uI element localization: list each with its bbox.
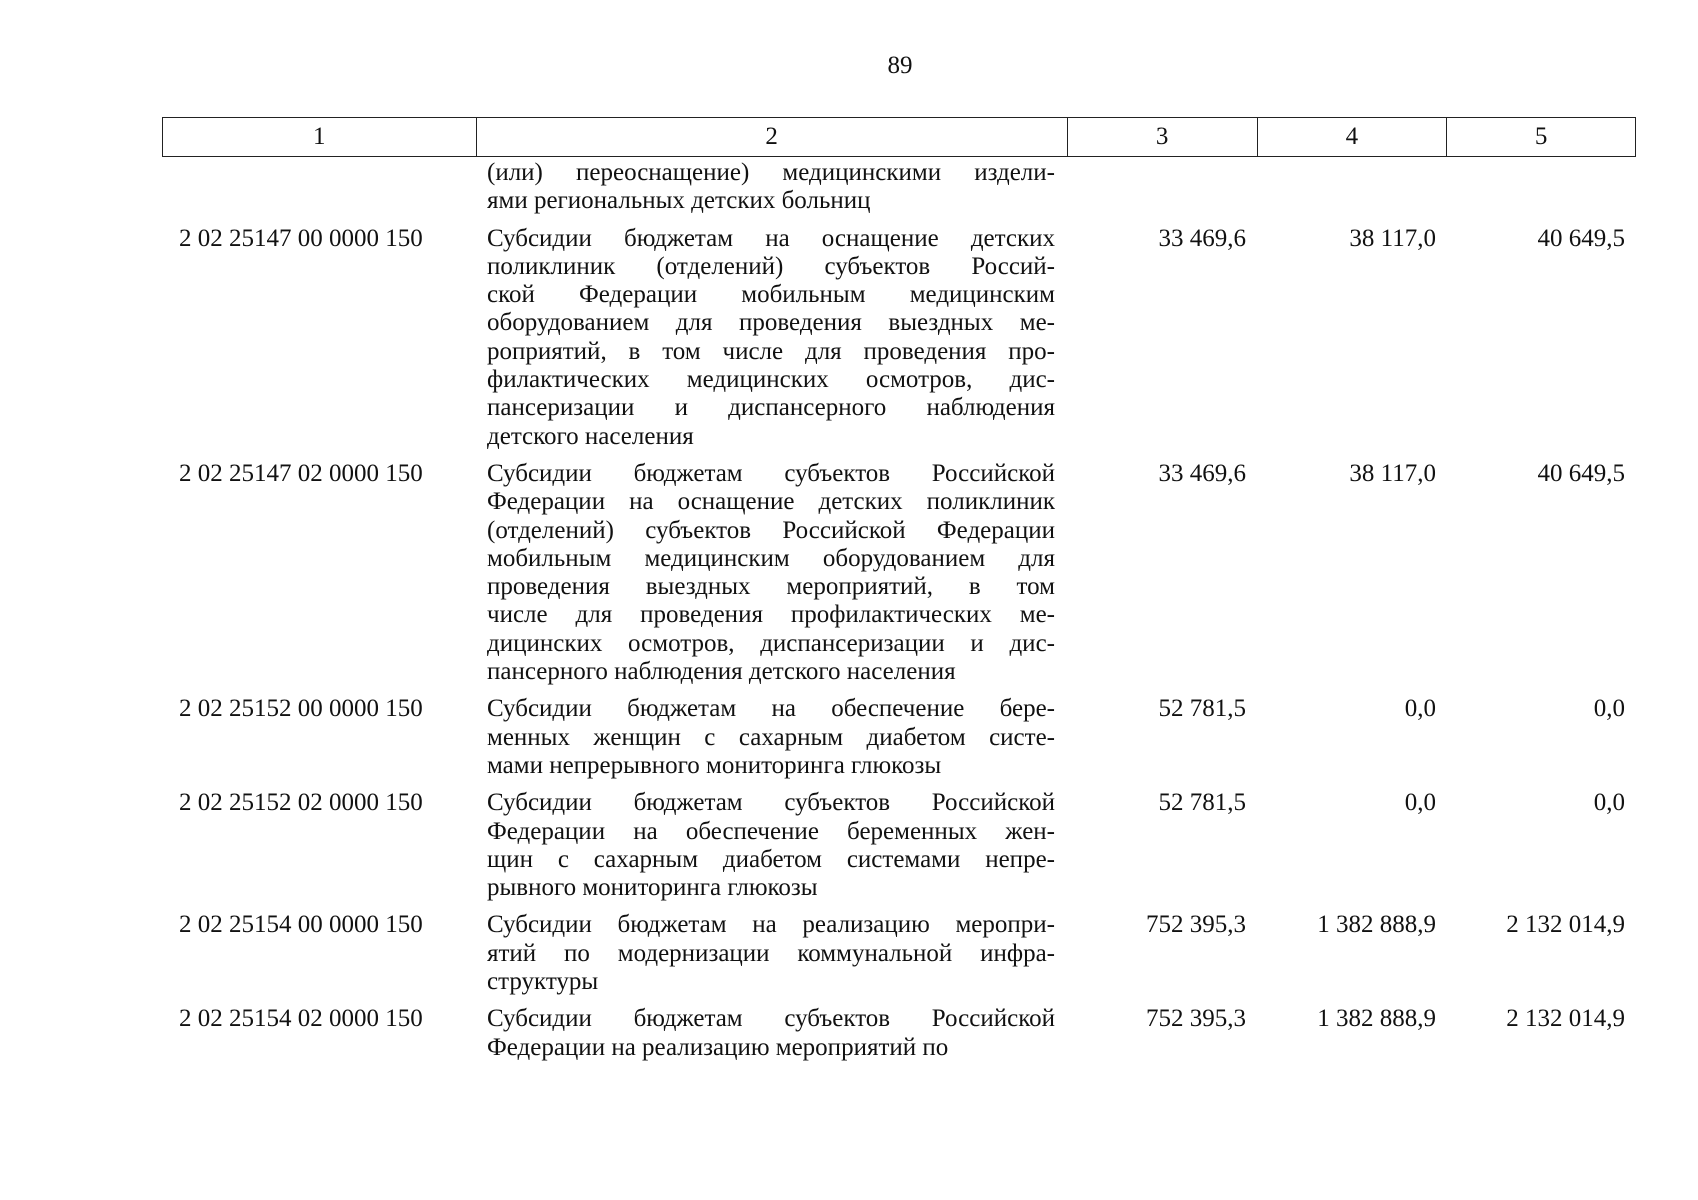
description-line: пансеризации и диспансерного наблюдения: [487, 394, 1055, 422]
table-row: [162, 695, 1636, 780]
amount-col-5: 0,0: [1593, 695, 1625, 723]
description-line: ятий по модернизации коммунальной инфра-: [487, 939, 1055, 967]
amount-col-5: 0,0: [1593, 789, 1625, 817]
budget-code: 2 02 25152 00 0000 150: [179, 695, 423, 723]
description: [475, 695, 1067, 780]
description-line: рывного мониторинга глюкозы: [487, 874, 818, 902]
table-header: [162, 117, 1636, 157]
description: [475, 911, 1067, 996]
amount-col-5: 2 132 014,9: [1506, 911, 1625, 939]
table-row: [162, 460, 1636, 686]
description-line: детского населения: [487, 422, 694, 450]
budget-code: 2 02 25154 02 0000 150: [179, 1005, 423, 1033]
table-row: [162, 1005, 1636, 1062]
amount-col-3: 33 469,6: [1158, 459, 1246, 487]
description: [475, 1005, 1067, 1062]
description-line: Субсидии бюджетам субъектов Российской: [487, 1005, 1055, 1033]
budget-code: 2 02 25147 02 0000 150: [179, 459, 423, 487]
description-line: Субсидии бюджетам субъектов Российской: [487, 789, 1055, 817]
amount-col-4: 1 382 888,9: [1317, 911, 1436, 939]
description-line: менных женщин с сахарным диабетом систе-: [487, 723, 1055, 751]
budget-code: 2 02 25147 00 0000 150: [179, 224, 423, 252]
amount-col-3: 752 395,3: [1146, 911, 1246, 939]
description-line: дицинских осмотров, диспансеризации и дис-: [487, 629, 1055, 657]
amount-col-4: 0,0: [1404, 695, 1436, 723]
table-body: [162, 159, 1636, 1071]
description: [475, 460, 1067, 686]
column-header-5: 5: [1446, 118, 1635, 156]
description: [475, 225, 1067, 451]
description-line: мобильным медицинским оборудованием для: [487, 544, 1055, 572]
amount-col-4: [1257, 159, 1447, 216]
description-line: (отделений) субъектов Российской Федерации: [487, 516, 1055, 544]
amount-col-5: 40 649,5: [1537, 459, 1625, 487]
description-line: ями региональных детских больниц: [487, 187, 871, 215]
description: [475, 159, 1067, 216]
table-row: [162, 911, 1636, 996]
description-line: Федерации на реализацию мероприятий по: [487, 1033, 949, 1061]
column-header-3: 3: [1067, 118, 1257, 156]
description-line: ской Федерации мобильным медицинским: [487, 281, 1055, 309]
description: [475, 789, 1067, 902]
description-line: щин с сахарным диабетом системами непре-: [487, 845, 1055, 873]
column-header-4: 4: [1257, 118, 1447, 156]
amount-col-4: 1 382 888,9: [1317, 1005, 1436, 1033]
description-line: поликлиник (отделений) субъектов Россий-: [487, 252, 1055, 280]
description-line: проведения выездных мероприятий, в том: [487, 573, 1055, 601]
description-line: (или) переоснащение) медицинскими издели-: [487, 159, 1055, 186]
description-line: Субсидии бюджетам на обеспечение бере-: [487, 695, 1055, 723]
budget-code: [162, 159, 475, 216]
amount-col-5: 40 649,5: [1537, 224, 1625, 252]
table-row: [162, 789, 1636, 902]
description-line: мами непрерывного мониторинга глюкозы: [487, 751, 942, 779]
amount-col-5: [1447, 159, 1636, 216]
description-line: Субсидии бюджетам на оснащение детских: [487, 224, 1055, 252]
description-line: Субсидии бюджетам на реализацию меропри-: [487, 911, 1055, 939]
table-row: [162, 225, 1636, 451]
amount-col-3: 33 469,6: [1158, 224, 1246, 252]
amount-col-3: 52 781,5: [1158, 789, 1246, 817]
description-line: Субсидии бюджетам субъектов Российской: [487, 459, 1055, 487]
description-line: роприятий, в том числе для проведения про-: [487, 337, 1055, 365]
description-line: структуры: [487, 968, 599, 996]
description-line: оборудованием для проведения выездных ме-: [487, 309, 1055, 337]
description-line: Федерации на обеспечение беременных жен-: [487, 817, 1055, 845]
amount-col-4: 38 117,0: [1349, 224, 1436, 252]
amount-col-5: 2 132 014,9: [1506, 1005, 1625, 1033]
budget-code: 2 02 25152 02 0000 150: [179, 789, 423, 817]
description-line: пансерного наблюдения детского населения: [487, 658, 956, 686]
amount-col-3: 752 395,3: [1146, 1005, 1246, 1033]
column-header-2: 2: [476, 118, 1067, 156]
page-number: 89: [887, 52, 913, 79]
amount-col-3: [1067, 159, 1257, 216]
column-header-1: 1: [313, 123, 326, 150]
amount-col-4: 0,0: [1404, 789, 1436, 817]
amount-col-4: 38 117,0: [1349, 459, 1436, 487]
description-line: числе для проведения профилактических ме-: [487, 601, 1055, 629]
budget-code: 2 02 25154 00 0000 150: [179, 911, 423, 939]
amount-col-3: 52 781,5: [1158, 695, 1246, 723]
table-row: [162, 159, 1636, 216]
description-line: филактических медицинских осмотров, дис-: [487, 366, 1055, 394]
description-line: Федерации на оснащение детских поликлиник: [487, 488, 1055, 516]
